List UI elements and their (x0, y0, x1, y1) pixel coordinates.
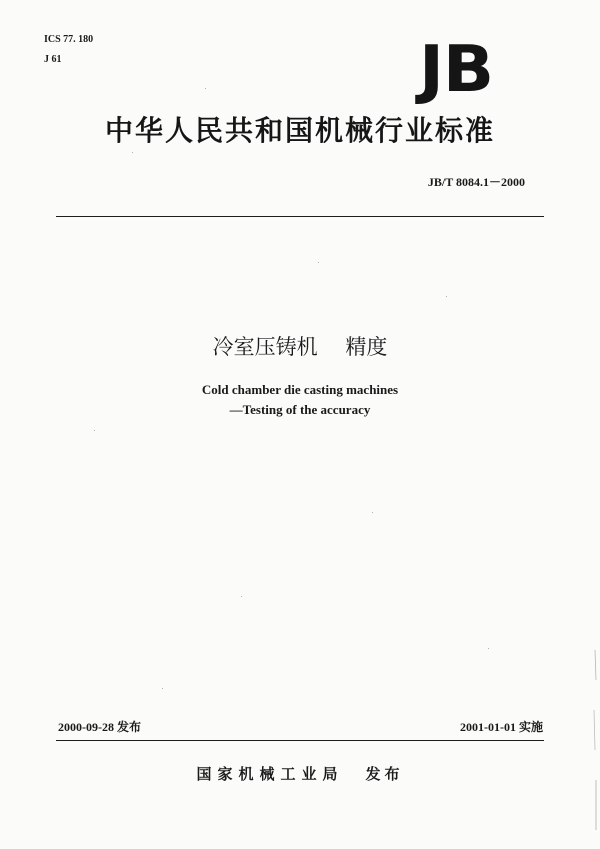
publisher-action: 发布 (365, 765, 404, 783)
english-subtitle: —Testing of the accuracy (229, 402, 371, 417)
implementation-date-block (460, 719, 543, 735)
issue-label: 发布 (117, 720, 142, 734)
scan-speck (241, 596, 242, 597)
implementation-label: 实施 (518, 720, 543, 734)
publisher-name: 国家机械工业局 (196, 765, 344, 783)
scan-speck (132, 152, 133, 153)
ccs-code: J 61 (44, 54, 62, 65)
bottom-divider (56, 740, 544, 741)
scan-edge-marks (584, 640, 598, 840)
issue-date: 2000-09-28 (58, 720, 114, 734)
scan-speck (205, 88, 206, 89)
scan-speck (318, 262, 319, 263)
scan-speck (162, 688, 163, 689)
issue-date-block (58, 719, 141, 735)
chinese-title: 冷室压铸机 精度 (212, 335, 388, 359)
english-title: Cold chamber die casting machines (201, 382, 399, 397)
scan-speck (94, 430, 95, 431)
top-divider (56, 216, 544, 217)
publisher-line (60, 764, 540, 784)
scan-speck (488, 648, 489, 649)
ics-code: ICS 77. 180 (44, 34, 94, 45)
implementation-date: 2001-01-01 (459, 720, 516, 734)
scan-speck (446, 296, 447, 297)
standard-number: JB/T 8084.1－2000 (427, 175, 525, 189)
scan-speck (372, 512, 373, 513)
industry-standard-heading: 中华人民共和国机械行业标准 (104, 114, 495, 147)
jb-logo: JB (418, 33, 494, 107)
